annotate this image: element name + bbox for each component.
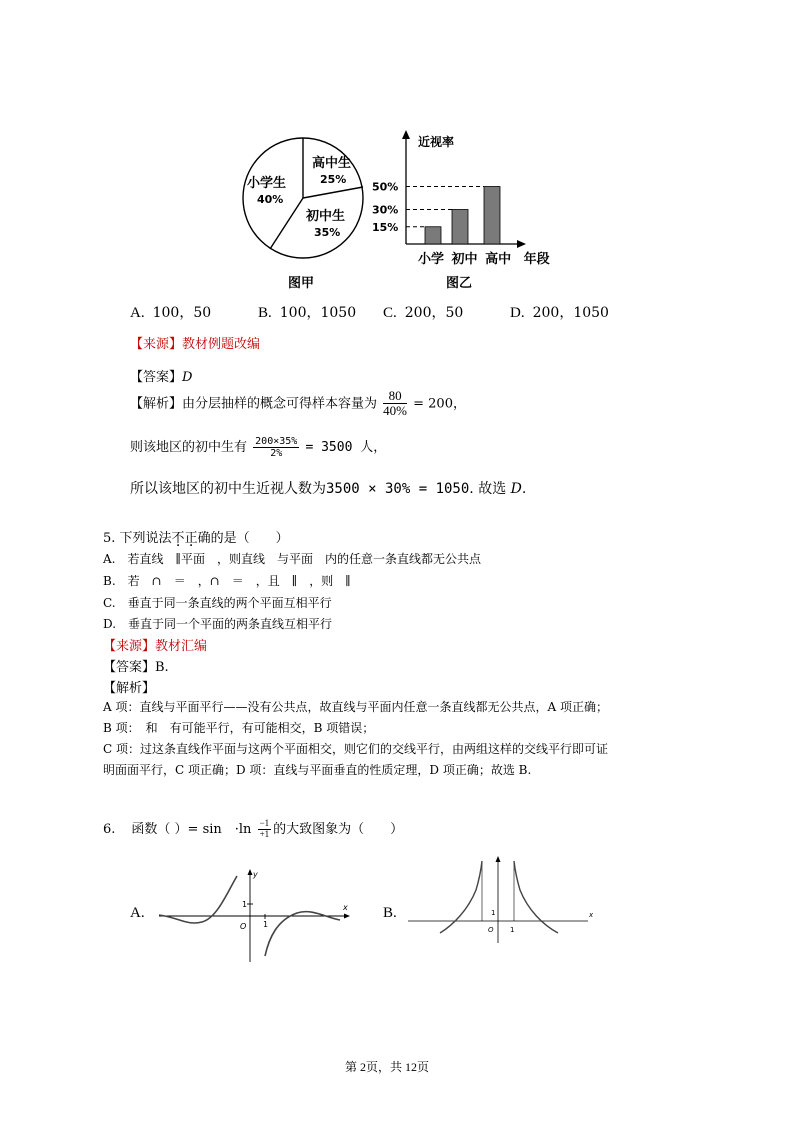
line3-text: 所以该地区的初中生近视人数为 (130, 481, 326, 497)
pie-label-high: 高中生 (312, 156, 352, 171)
bar-y-arrow (402, 130, 410, 139)
line3-answer: D (510, 481, 522, 497)
option-text: 100，1050 (279, 305, 357, 321)
pie-pct-primary: 40% (257, 193, 284, 206)
bar-初中 (452, 210, 468, 245)
bar-caption: 图乙 (446, 276, 473, 291)
stem-before: 5. 下列说法 (103, 531, 172, 546)
bar-x-arrow (517, 240, 526, 248)
graph-b-x-label: x (589, 911, 594, 919)
fraction-denominator: 2% (270, 448, 283, 459)
q4-analysis-line1 (130, 389, 466, 419)
q4-option-a (130, 302, 211, 322)
graph-b-curve-left (440, 861, 482, 933)
bar-chart (370, 128, 560, 268)
line3-end: . 故选 (469, 481, 507, 497)
q6-number: 6. (103, 822, 116, 837)
q4-answer (130, 366, 192, 385)
q6-stem (103, 818, 403, 840)
option-text: 200，50 (404, 305, 464, 321)
fraction-numerator: 200×35% (255, 436, 298, 447)
graph-a-one-x: 1 (263, 920, 269, 929)
line3-math: 3500 × 30% = 1050 (326, 481, 470, 497)
graph-a-y-arrow (248, 869, 253, 875)
q5-option-a: A. 若直线 ∥平面 ，则直线 与平面 内的任意一条直线都无公共点 (103, 552, 482, 566)
graph-a-x-arrow (344, 914, 350, 919)
q4-option-b (258, 302, 356, 322)
q5-answer: 【答案】B. (103, 660, 169, 675)
line3-period: . (521, 481, 527, 497)
bar-y-label: 近视率 (418, 135, 455, 149)
option-letter: D. (510, 305, 525, 321)
q4-option-c (383, 302, 463, 322)
answer-prefix: 【答案】 (130, 370, 183, 385)
q5-analysis-line: 明面面平行，C 项正确；D 项：直线与平面垂直的性质定理，D 项正确；故选 B. (103, 763, 532, 777)
q5-analysis-line: C 项：过这条直线作平面与这两个平面相交，则它们的交线平行，由两组这样的交线平行即可证 (103, 742, 608, 756)
answer-value: D (182, 370, 193, 385)
fraction-sample (383, 389, 407, 419)
q5-option-c: C. 垂直于同一条直线的两个平面互相平行 (103, 596, 332, 610)
graph-a-curve-right (265, 912, 340, 956)
q4-source: 【来源】教材例题改编 (130, 337, 261, 352)
q6-graph-b (408, 855, 600, 947)
fraction-denominator: +1 (259, 829, 270, 839)
bar-cat-label: 初中 (451, 252, 478, 267)
fraction-denominator: 40% (383, 403, 407, 419)
bar-小学 (425, 227, 441, 244)
pie-caption: 图甲 (288, 276, 315, 291)
line2-prefix: 则该地区的初中生有 (130, 440, 248, 455)
fraction-numerator: −1 (259, 818, 270, 829)
graph-b-one-y: 1 (491, 909, 496, 917)
option-letter: B. (258, 305, 272, 321)
q5-source: 【来源】教材汇编 (103, 639, 208, 654)
pie-pct-high: 25% (320, 173, 347, 186)
q6-graph-a (157, 868, 352, 964)
analysis-equals: = 200， (413, 396, 466, 412)
fraction-numerator: 80 (383, 389, 407, 404)
pie-label-primary: 小学生 (247, 176, 287, 191)
graph-a-one-y: 1 (242, 900, 248, 909)
bar-高中 (484, 187, 500, 245)
bar-cat-label: 小学 (418, 252, 445, 267)
q4-analysis-line3 (130, 478, 526, 498)
graph-a-x-label: x (343, 903, 348, 912)
analysis-prefix: 【解析】由分层抽样的概念可得样本容量为 (130, 396, 378, 412)
pie-pct-middle: 35% (314, 226, 341, 239)
graph-a-origin: O (240, 922, 247, 931)
bar-category-labels (418, 248, 550, 267)
q6-stem-suffix: 的大致图象为（ ） (273, 822, 404, 837)
page-footer: 第 2页，共 12页 (345, 1060, 430, 1074)
stem-after: 确的是（ ） (197, 531, 289, 546)
graph-b-origin: O (488, 926, 494, 934)
graph-a-y-label: y (253, 870, 258, 879)
q4-analysis-line2 (130, 436, 386, 459)
q5-analysis-title: 【解析】 (103, 681, 156, 696)
q6-stem-prefix: 函数（ ）= sin ·ln (131, 822, 252, 837)
bar-cat-label: 高中 (485, 252, 512, 267)
q4-option-d (510, 302, 609, 322)
option-text: 200，1050 (532, 305, 609, 321)
bar-x-label: 年段 (523, 252, 550, 267)
q5-analysis-line: B 项： 和 有可能平行，有可能相交，B 项错误； (103, 721, 375, 735)
q6-option-a-label: A. (130, 905, 145, 921)
option-text: 100，50 (152, 305, 212, 321)
q5-stem (103, 527, 289, 546)
option-letter: C. (383, 305, 397, 321)
pie-chart (240, 135, 370, 270)
graph-b-y-arrow (496, 856, 501, 862)
q5-analysis-line: A 项：直线与平面平行——没有公共点，故直线与平面内任意一条直线都无公共点，A 项正确； (103, 700, 608, 714)
bar-tick-label: 50% (372, 180, 399, 194)
fraction-middle-school (253, 436, 299, 459)
stem-emphasis: 正 (184, 531, 198, 546)
option-letter: A. (130, 305, 145, 321)
q5-option-d: D. 垂直于同一个平面的两条直线互相平行 (103, 617, 333, 631)
bar-tick-label: 15% (372, 220, 399, 234)
bar-tick-label: 30% (372, 203, 399, 217)
graph-b-curve-right (514, 861, 558, 933)
graph-b-one-x: 1 (510, 926, 515, 934)
pie-label-middle: 初中生 (306, 209, 346, 224)
stem-emphasis: 不 (171, 531, 185, 546)
q6-option-b-label: B. (383, 905, 397, 921)
q5-option-b: B. 若 ∩ ＝ ，∩ ＝ ，且 ∥ ，则 ∥ (103, 574, 351, 588)
q6-fraction (258, 819, 272, 840)
line2-suffix: = 3500 人， (305, 440, 387, 455)
